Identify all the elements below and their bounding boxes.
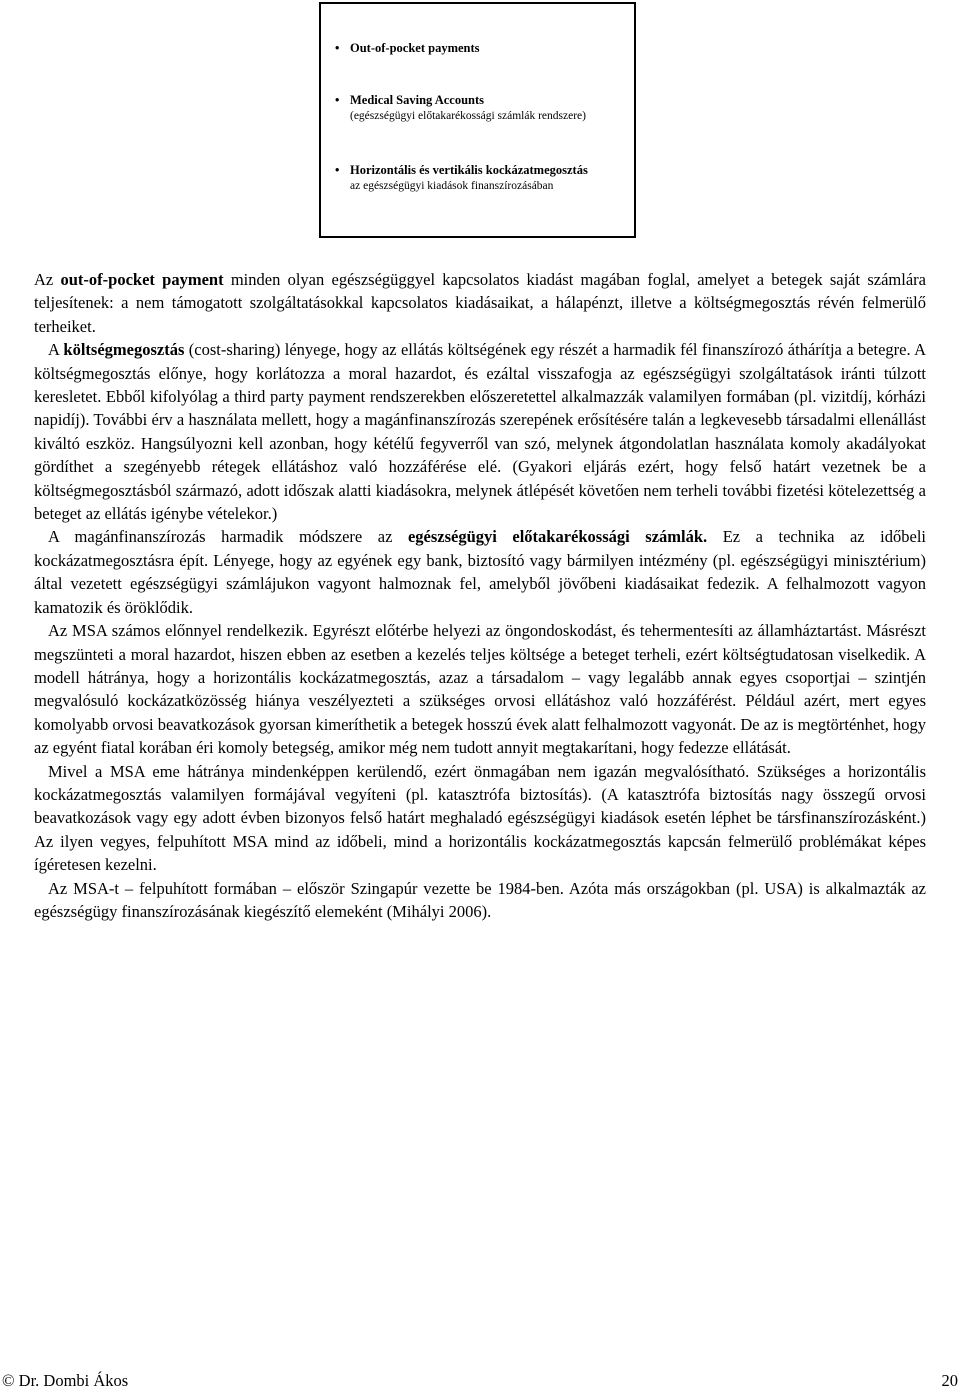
slide-thumbnail bbox=[319, 2, 636, 238]
text-run: A magánfinanszírozás harmadik módszere az bbox=[48, 527, 408, 547]
slide-item-title: Out-of-pocket payments bbox=[350, 41, 480, 55]
bullet-icon: • bbox=[335, 41, 340, 55]
term-out-of-pocket: out-of-pocket payment bbox=[60, 270, 224, 289]
slide-item-subtitle: (egészségügyi előtakarékossági számlák rendszere) bbox=[350, 110, 586, 122]
document-body bbox=[34, 268, 926, 923]
slide-item-subtitle: az egészségügyi kiadások finanszírozásában bbox=[350, 180, 554, 192]
paragraph-msa-advantages: Az MSA számos előnnyel rendelkezik. Egyrészt előtérbe helyezi az öngondoskodást, és tehermentesíti az államháztartást. Másrészt megszünteti a moral hazardot, hiszen ebben az esetben a kezelés teljes költsége a beteget terheli, ezért költségtudatosan viselkedik. A modell hátránya, hogy a horizontális kockázatmegosztás, azaz a társadalom – vagy legalább annak egyes csoportjai – szintjén megvalósuló kockázatközösség hiánya veszélyezteti a szükséges orvosi ellátáshoz való hozzáférést. Például azért, mert egyes komolyabb orvosi beavatkozások gyorsan kimeríthetik a betegek hosszú évek alatt felhalmozott vagyonát. De az is megtörténhet, hogy az egyént fiatal korában éri komoly betegség, amikor még nem tudott annyit megtakarítani, hogy fedezze ellátását. bbox=[34, 621, 926, 758]
slide-item-msa bbox=[335, 92, 586, 124]
slide-item-out-of-pocket bbox=[335, 40, 480, 56]
text-run: Ez a technika az időbeli kockázatmegosztásra épít. Lényege, hogy az egyének egy bank, biztosító vagy bármilyen intézmény (pl. egészségügyi minisztérium) által vezetett egészségügyi számlájukon vagyont halmoznak fel, amelyből jövőbeni kiadásaikat fedezik. A felhalmozott vagyon kamatozik és öröklődik. bbox=[34, 527, 926, 617]
paragraph-savings-accounts bbox=[34, 525, 926, 619]
slide-item-title: Medical Saving Accounts bbox=[350, 93, 485, 107]
term-cost-sharing: költségmegosztás bbox=[63, 340, 185, 360]
text-run: minden olyan egészségüggyel kapcsolatos kiadást magában foglal, amelyet a betegek saját számlára teljesítenek: a nem támogatott szolgáltatásokkal kapcsolatos kiadásaikat, a hálapénzt, illetve a költségmegosztás révén felmerülő terheiket. bbox=[34, 270, 926, 336]
paragraph-out-of-pocket bbox=[34, 268, 926, 338]
slide-item-risk-sharing bbox=[335, 162, 588, 194]
text-run: Az bbox=[34, 270, 61, 289]
footer-author: © Dr. Dombi Ákos bbox=[2, 1371, 129, 1390]
bullet-icon: • bbox=[335, 163, 340, 177]
paragraph-msa-hybrid: Mivel a MSA eme hátránya mindenképpen kerülendő, ezért önmagában nem igazán megvalósítható. Szükséges a horizontális kockázatmegosztás valamilyen formájával vegyíteni (pl. katasztrófa biztosítás). (A katasztrófa biztosítás nagy összegű orvosi beavatkozások vagy egy adott évben bizonyos felső határt meghaladó egészségügyi kiadások esetén léphet be társfinanszírozásként.) Az ilyen vegyes, felpuhított MSA mind az időbeli, mind a horizontális kockázatmegosztás kapcsán felmerülő problémákat képes ígéretesen kezelni. bbox=[34, 761, 926, 875]
term-savings-accounts: egészségügyi előtakarékossági számlák. bbox=[407, 527, 708, 547]
paragraph-msa-history: Az MSA-t – felpuhított formában – először Szingapúr vezette be 1984-ben. Azóta más országokban (pl. USA) is alkalmazták az egészségügy finanszírozásának kiegészítő elemeként (Mihályi 2006). bbox=[34, 878, 926, 921]
slide-item-title: Horizontális és vertikális kockázatmegosztás bbox=[350, 163, 588, 177]
paragraph-cost-sharing bbox=[34, 338, 926, 525]
bullet-icon: • bbox=[335, 93, 340, 107]
page-number: 20 bbox=[941, 1371, 958, 1390]
text-run: A bbox=[48, 340, 64, 360]
text-run: (cost-sharing) lényege, hogy az ellátás költségének egy részét a harmadik fél finanszírozó áthárítja a betegre. A költségmegosztás előnye, hogy korlátozza a moral hazardot, és ezáltal visszafogja az egészségügyi szolgáltatások iránti túlzott keresletet. Ebből kifolyólag a third party payment rendszerekben előszeretettel alkalmazzák valamilyen formában (pl. vizitdíj, kórházi napidíj). További érv a használata mellett, hogy a magánfinanszírozás szerepének erősítésére talán a legkevesebb társadalmi ellenállást kiváltó eszköz. Hangsúlyozni kell azonban, hogy kétélű fegyverről van szó, melynek átgondolatlan használata komoly akadályokat gördíthet a szegényebb rétegek ellátáshoz való hozzáférése elé. (Gyakori eljárás ezért, hogy felső határt vezetnek be a költségmegosztásból származó, adott időszak alatti kiadásokra, melynek átlépését követően nem terheli további fizetési kötelezettség a beteget az ellátás igénybe vételekor.) bbox=[34, 340, 926, 524]
